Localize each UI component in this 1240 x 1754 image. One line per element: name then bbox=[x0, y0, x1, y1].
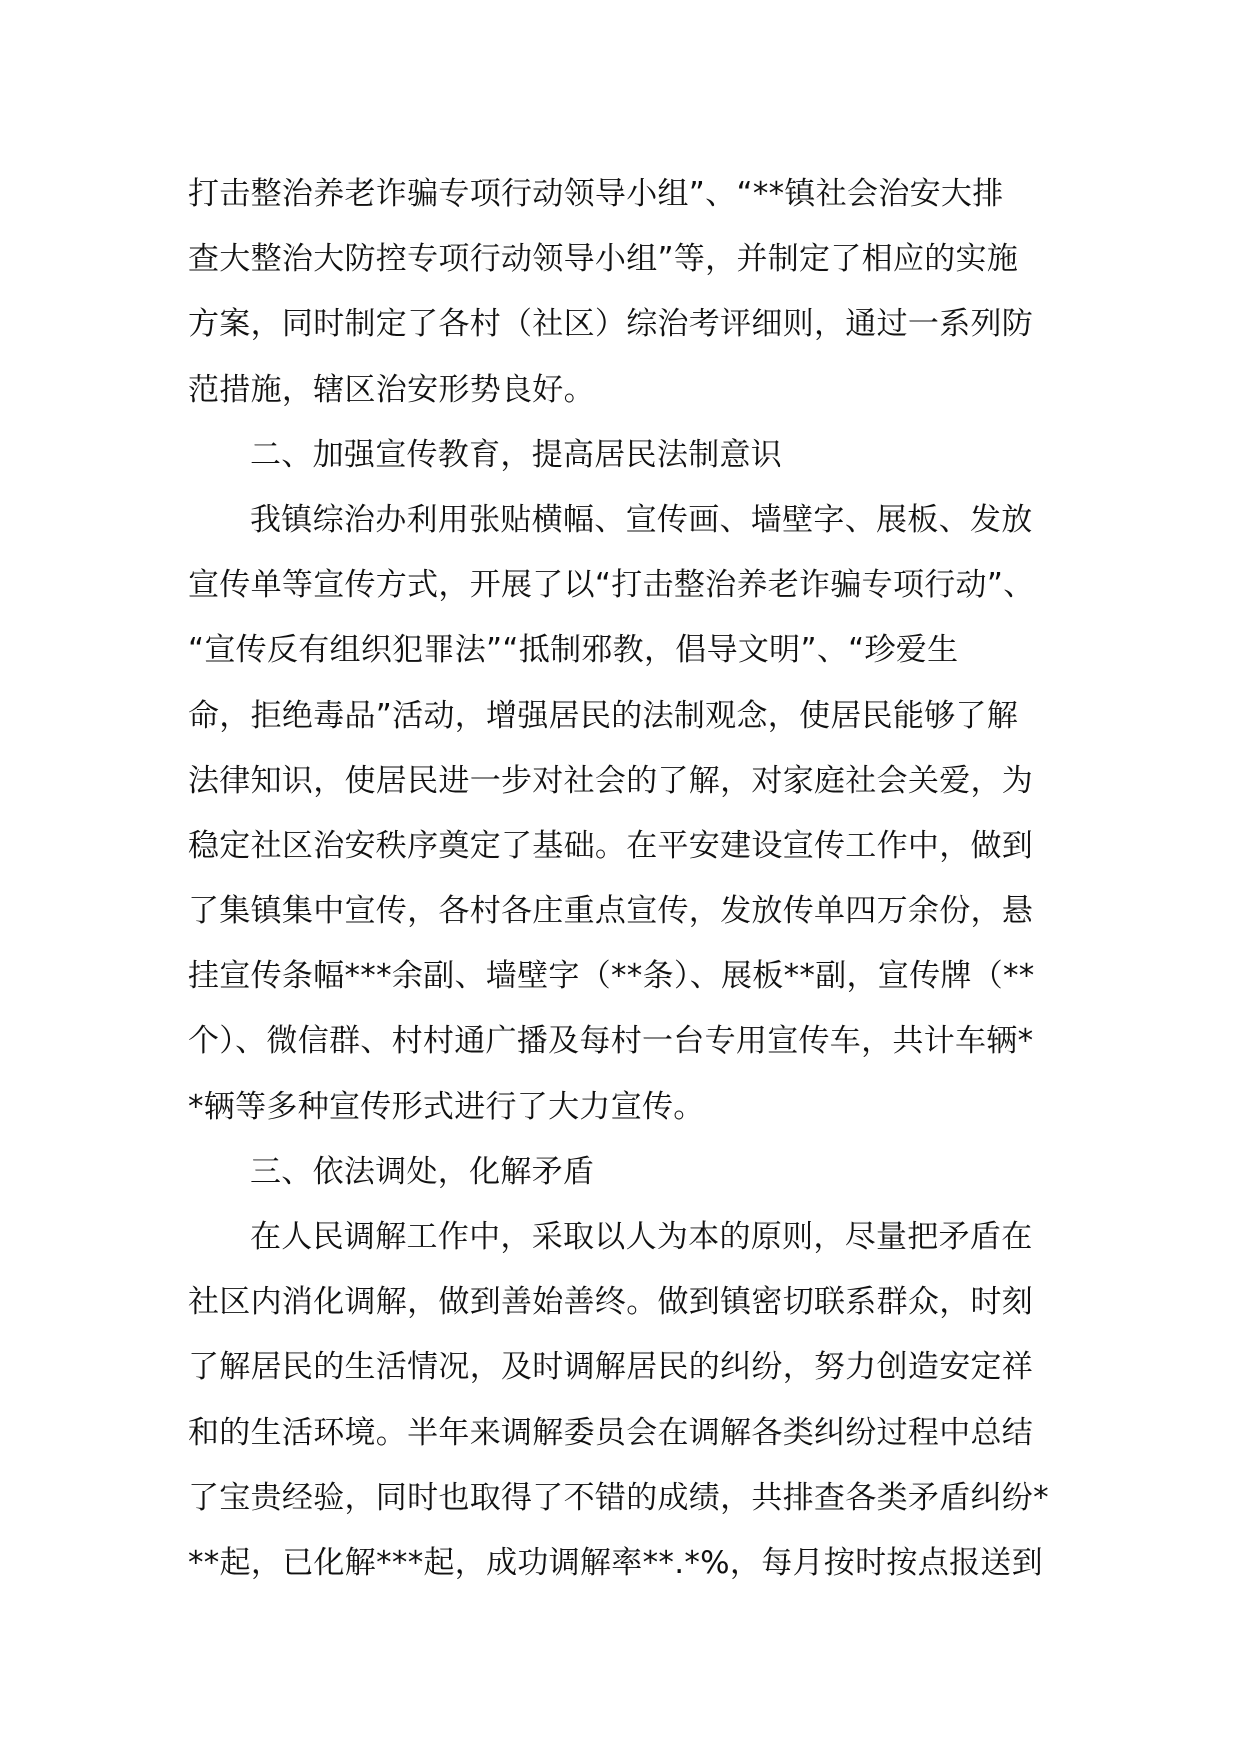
section-heading: 三、依法调处，化解矛盾 bbox=[250, 1153, 595, 1190]
text-line: 查大整治大防控专项行动领导小组”等，并制定了相应的实施 bbox=[188, 241, 1019, 278]
text-line: 范措施，辖区治安形势良好。 bbox=[188, 371, 595, 408]
text-line: 了集镇集中宣传，各村各庄重点宣传，发放传单四万余份，悬 bbox=[188, 893, 1034, 930]
text-line: 了解居民的生活情况，及时调解居民的纠纷，努力创造安定祥 bbox=[188, 1349, 1034, 1386]
text-line: 稳定社区治安秩序奠定了基础。在平安建设宣传工作中，做到 bbox=[188, 827, 1034, 864]
text-line: 个）、微信群、村村通广播及每村一台专用宣传车，共计车辆* bbox=[188, 1023, 1034, 1060]
text-line: “宣传反有组织犯罪法”“抵制邪教，倡导文明”、“珍爱生 bbox=[188, 632, 959, 669]
text-line: 打击整治养老诈骗专项行动领导小组”、“**镇社会治安大排 bbox=[188, 176, 1004, 212]
text-line: 挂宣传条幅***余副、墙壁字（**条）、展板**副，宣传牌（** bbox=[188, 958, 1035, 995]
text-line: *辆等多种宣传形式进行了大力宣传。 bbox=[188, 1088, 705, 1125]
text-line: 命，拒绝毒品”活动，增强居民的法制观念，使居民能够了解 bbox=[188, 697, 1019, 734]
section-heading: 二、加强宣传教育，提高居民法制意识 bbox=[250, 436, 783, 473]
text-line: 法律知识，使居民进一步对社会的了解，对家庭社会关爱，为 bbox=[188, 762, 1034, 799]
text-line: 宣传单等宣传方式，开展了以“打击整治养老诈骗专项行动”、 bbox=[188, 567, 1035, 604]
text-line: 了宝贵经验，同时也取得了不错的成绩，共排查各类矛盾纠纷* bbox=[188, 1479, 1049, 1516]
text-line: **起，已化解***起，成功调解率**.*%，每月按时按点报送到 bbox=[188, 1544, 1043, 1581]
text-line: 在人民调解工作中，采取以人为本的原则，尽量把矛盾在 bbox=[250, 1219, 1033, 1255]
text-line: 方案，同时制定了各村（社区）综治考评细则，通过一系列防 bbox=[188, 306, 1034, 343]
text-line: 和的生活环境。半年来调解委员会在调解各类纠纷过程中总结 bbox=[188, 1414, 1034, 1451]
text-line: 社区内消化调解，做到善始善终。做到镇密切联系群众，时刻 bbox=[188, 1284, 1034, 1321]
text-line: 我镇综治办利用张贴横幅、宣传画、墙壁字、展板、发放 bbox=[250, 501, 1033, 538]
body-text bbox=[188, 162, 1068, 1596]
